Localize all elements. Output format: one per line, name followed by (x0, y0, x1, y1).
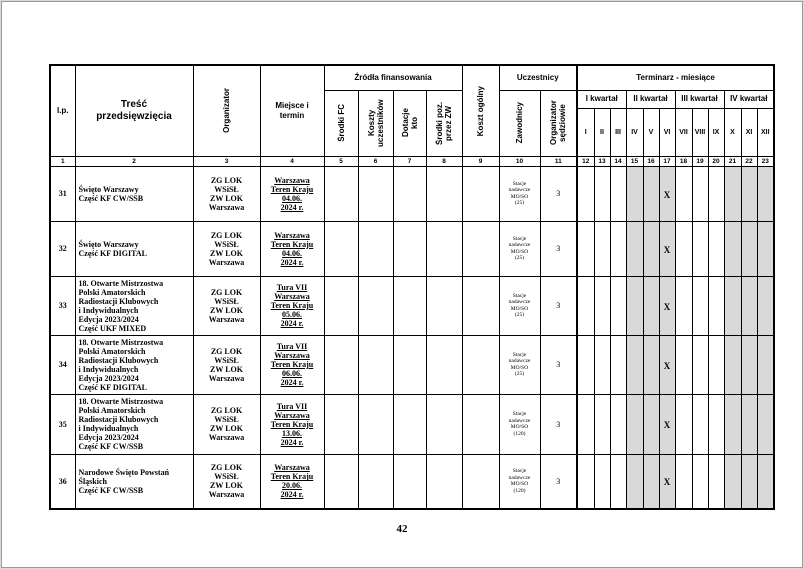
row-number: 34 (50, 335, 75, 394)
month-cell (643, 221, 659, 276)
month-cell (692, 394, 708, 454)
column-number: 8 (426, 156, 462, 166)
row-number: 31 (50, 166, 75, 221)
funding-cell (358, 454, 393, 509)
date-line: 2024 r. (280, 319, 304, 328)
funding-cell (358, 221, 393, 276)
funding-cell (462, 454, 499, 509)
month-cell (594, 221, 610, 276)
total-cost-header: Koszt ogólny (462, 65, 499, 156)
competitors: Stacje nadawcze MO/SO (120) (499, 454, 540, 509)
month-cell (643, 335, 659, 394)
month-cell (692, 276, 708, 335)
month-cell (675, 335, 692, 394)
organizer: ZG LOK WSiSŁ ZW LOK Warszawa (193, 276, 260, 335)
month-cell (692, 166, 708, 221)
funding-cell (324, 166, 358, 221)
month-cell (594, 276, 610, 335)
month-cell (675, 276, 692, 335)
funding-cell (393, 454, 426, 509)
funding-fc-header: Środki FC (324, 90, 358, 156)
competitors: Stacje nadawcze MO/SO (25) (499, 221, 540, 276)
funding-cell (393, 276, 426, 335)
month-cell (610, 166, 626, 221)
competitors: Stacje nadawcze MO/SO (25) (499, 166, 540, 221)
month-cell (708, 335, 724, 394)
funding-cell (358, 166, 393, 221)
column-number: 11 (540, 156, 577, 166)
month-cell (757, 166, 774, 221)
month-cell (659, 221, 675, 276)
month-cell (610, 335, 626, 394)
date-line: 20.06. (282, 481, 302, 491)
date-line: 04.06. (282, 248, 302, 258)
column-number: 13 (594, 156, 610, 166)
month-cell (675, 166, 692, 221)
column-number: 14 (610, 156, 626, 166)
date-line: 06.06. (282, 369, 302, 378)
place-line: Warszawa (274, 292, 310, 301)
month-header: VI (659, 108, 675, 156)
month-cell (741, 276, 757, 335)
month-cell (610, 394, 626, 454)
month-cell (577, 335, 594, 394)
row-number: 33 (50, 276, 75, 335)
date-line: 04.06. (282, 193, 302, 203)
month-cell (626, 221, 643, 276)
funding-cell (462, 166, 499, 221)
month-cell (659, 454, 675, 509)
column-number: 23 (757, 156, 774, 166)
quarter-header: III kwartał (675, 90, 724, 108)
month-cell (577, 394, 594, 454)
month-cell (626, 335, 643, 394)
month-cell (643, 394, 659, 454)
month-cell (692, 454, 708, 509)
funding-cell (393, 166, 426, 221)
month-cell (610, 276, 626, 335)
table-row (50, 394, 774, 454)
event-title: 18. Otwarte Mistrzostwa Polski Amatorskich Radiostacji Klubowych i Indywidualnych Edycja 2023/2024 Część KF CW/SSB (75, 394, 193, 454)
column-number: 17 (659, 156, 675, 166)
table-row (50, 454, 774, 509)
column-number: 20 (708, 156, 724, 166)
month-cell (757, 394, 774, 454)
month-cell (626, 394, 643, 454)
month-cell (741, 221, 757, 276)
page-number: 42 (396, 523, 408, 535)
column-number: 22 (741, 156, 757, 166)
month-cell (626, 276, 643, 335)
schedule-mark: X (663, 244, 671, 255)
funding-cell (358, 335, 393, 394)
month-cell (708, 221, 724, 276)
month-cell (757, 276, 774, 335)
month-header: V (643, 108, 659, 156)
month-cell (724, 454, 741, 509)
month-cell (594, 394, 610, 454)
month-cell (708, 276, 724, 335)
month-cell (724, 276, 741, 335)
column-number: 5 (324, 156, 358, 166)
month-header: VII (675, 108, 692, 156)
referees: 3 (540, 394, 577, 454)
month-header: X (724, 108, 741, 156)
column-number: 6 (358, 156, 393, 166)
document-page (1, 1, 803, 568)
month-cell (626, 166, 643, 221)
place-line: Warszawa (274, 410, 310, 420)
month-cell (724, 335, 741, 394)
schedule-mark: X (663, 477, 671, 488)
month-cell (659, 166, 675, 221)
month-cell (675, 394, 692, 454)
month-cell (643, 454, 659, 509)
column-number: 9 (462, 156, 499, 166)
month-cell (741, 335, 757, 394)
place-and-date (260, 166, 324, 221)
funding-cell (358, 394, 393, 454)
place-line: Teren Kraju (270, 419, 314, 429)
competitors: Stacje nadawcze MO/SO (25) (499, 276, 540, 335)
month-cell (724, 394, 741, 454)
content-header: Treść przedsięwzięcia (75, 65, 193, 156)
place-and-date (260, 221, 324, 276)
funding-cell (324, 335, 358, 394)
funding-cell (462, 276, 499, 335)
month-header: XI (741, 108, 757, 156)
place-line: Warszawa (274, 175, 310, 185)
month-cell (594, 166, 610, 221)
place-line: Tura VII (276, 401, 308, 411)
event-title: Święto Warszawy Część KF CW/SSB (75, 166, 193, 221)
date-line: 2024 r. (280, 202, 304, 212)
organizer: ZG LOK WSiSŁ ZW LOK Warszawa (193, 335, 260, 394)
funding-cell (426, 166, 462, 221)
referees: 3 (540, 276, 577, 335)
place-line: Teren Kraju (270, 472, 314, 482)
column-number: 19 (692, 156, 708, 166)
month-cell (577, 221, 594, 276)
competitors: Stacje nadawcze MO/SO (25) (499, 335, 540, 394)
place-line: Warszawa (274, 351, 310, 360)
funding-grants-header: Dotacje kto (393, 90, 426, 156)
month-header: II (594, 108, 610, 156)
funding-cell (426, 335, 462, 394)
month-cell (659, 335, 675, 394)
table-row (50, 276, 774, 335)
month-cell (643, 166, 659, 221)
month-header: IX (708, 108, 724, 156)
date-line: 2024 r. (280, 378, 304, 387)
date-line: 2024 r. (280, 437, 304, 447)
month-cell (577, 454, 594, 509)
column-number: 15 (626, 156, 643, 166)
column-number: 10 (499, 156, 540, 166)
month-cell (724, 221, 741, 276)
column-number: 2 (75, 156, 193, 166)
column-number: 16 (643, 156, 659, 166)
event-title: Narodowe Święto Powstań Śląskich Część KF CW/SSB (75, 454, 193, 509)
funding-cell (324, 454, 358, 509)
funding-cell (393, 221, 426, 276)
referees: 3 (540, 335, 577, 394)
organizer-header: Organizator (193, 65, 260, 156)
organizer: ZG LOK WSiSŁ ZW LOK Warszawa (193, 394, 260, 454)
month-cell (692, 335, 708, 394)
schedule-mark: X (663, 301, 671, 312)
month-cell (708, 166, 724, 221)
schedule-mark: X (663, 189, 671, 200)
organizer: ZG LOK WSiSŁ ZW LOK Warszawa (193, 221, 260, 276)
month-cell (594, 454, 610, 509)
quarter-header: II kwartał (626, 90, 675, 108)
month-header: IV (626, 108, 643, 156)
date-line: 13.06. (282, 428, 302, 438)
place-line: Teren Kraju (270, 360, 314, 369)
funding-cell (324, 394, 358, 454)
referees: 3 (540, 221, 577, 276)
table-row (50, 166, 774, 221)
month-header: III (610, 108, 626, 156)
month-cell (626, 454, 643, 509)
place-line: Warszawa (274, 463, 310, 473)
place-time-header: Miejsce i termin (260, 65, 324, 156)
place-line: Teren Kraju (270, 184, 314, 194)
funding-cell (462, 335, 499, 394)
quarter-header: IV kwartał (724, 90, 774, 108)
month-header: XII (757, 108, 774, 156)
date-line: 2024 r. (280, 490, 304, 500)
place-and-date (260, 394, 324, 454)
table-row (50, 335, 774, 394)
funding-cell (324, 221, 358, 276)
month-cell (594, 335, 610, 394)
place-line: Tura VII (276, 342, 308, 351)
month-header: VIII (692, 108, 708, 156)
place-and-date (260, 454, 324, 509)
month-cell (708, 394, 724, 454)
table-row (50, 221, 774, 276)
column-number: 12 (577, 156, 594, 166)
place-and-date (260, 335, 324, 394)
row-number: 35 (50, 394, 75, 454)
lp-header: l.p. (50, 65, 75, 156)
place-line: Teren Kraju (270, 301, 314, 310)
column-number: 7 (393, 156, 426, 166)
place-line: Warszawa (274, 230, 310, 240)
month-cell (757, 221, 774, 276)
column-number: 3 (193, 156, 260, 166)
funding-cell (393, 394, 426, 454)
organizer: ZG LOK WSiSŁ ZW LOK Warszawa (193, 166, 260, 221)
place-and-date (260, 276, 324, 335)
month-cell (577, 276, 594, 335)
date-line: 05.06. (282, 310, 302, 319)
month-cell (741, 166, 757, 221)
funding-cell (393, 335, 426, 394)
event-title: Święto Warszawy Część KF DIGITAL (75, 221, 193, 276)
referees: 3 (540, 166, 577, 221)
funding-participants-header: Koszty uczestników (358, 90, 393, 156)
month-cell (610, 454, 626, 509)
funding-cell (324, 276, 358, 335)
place-line: Teren Kraju (270, 239, 314, 249)
month-cell (724, 166, 741, 221)
month-cell (577, 166, 594, 221)
schedule-mark: X (663, 360, 671, 371)
event-title: 18. Otwarte Mistrzostwa Polski Amatorskich Radiostacji Klubowych i Indywidualnych Edycja 2023/2024 Część UKF MIXED (75, 276, 193, 335)
month-cell (659, 276, 675, 335)
date-line: 2024 r. (280, 257, 304, 267)
competitors-header: Zawodnicy (499, 90, 540, 156)
month-cell (610, 221, 626, 276)
referees: 3 (540, 454, 577, 509)
month-cell (708, 454, 724, 509)
month-cell (692, 221, 708, 276)
column-number: 21 (724, 156, 741, 166)
schedule-table (49, 64, 775, 510)
row-number: 32 (50, 221, 75, 276)
funding-zw-header: Środki poz. przez ZW (426, 90, 462, 156)
competitors: Stacje nadawcze MO/SO (120) (499, 394, 540, 454)
place-line: Tura VII (276, 283, 308, 292)
column-number: 18 (675, 156, 692, 166)
month-cell (741, 454, 757, 509)
funding-cell (462, 221, 499, 276)
month-cell (757, 335, 774, 394)
funding-cell (426, 394, 462, 454)
month-cell (741, 394, 757, 454)
schedule-header: Terminarz - miesiące (577, 65, 774, 90)
row-number: 36 (50, 454, 75, 509)
funding-header: Źródła finansowania (324, 65, 462, 90)
month-cell (757, 454, 774, 509)
funding-cell (426, 276, 462, 335)
column-number: 1 (50, 156, 75, 166)
funding-cell (426, 454, 462, 509)
month-cell (675, 454, 692, 509)
participants-header: Uczestnicy (499, 65, 577, 90)
month-header: I (577, 108, 594, 156)
column-number: 4 (260, 156, 324, 166)
month-cell (675, 221, 692, 276)
event-title: 18. Otwarte Mistrzostwa Polski Amatorskich Radiostacji Klubowych i Indywidualnych Edycja 2023/2024 Część KF DIGITAL (75, 335, 193, 394)
funding-cell (426, 221, 462, 276)
month-cell (659, 394, 675, 454)
referees-header: Organizator sędziowie (540, 90, 577, 156)
organizer: ZG LOK WSiSŁ ZW LOK Warszawa (193, 454, 260, 509)
funding-cell (358, 276, 393, 335)
quarter-header: I kwartał (577, 90, 626, 108)
month-cell (643, 276, 659, 335)
funding-cell (462, 394, 499, 454)
schedule-mark: X (663, 420, 671, 430)
